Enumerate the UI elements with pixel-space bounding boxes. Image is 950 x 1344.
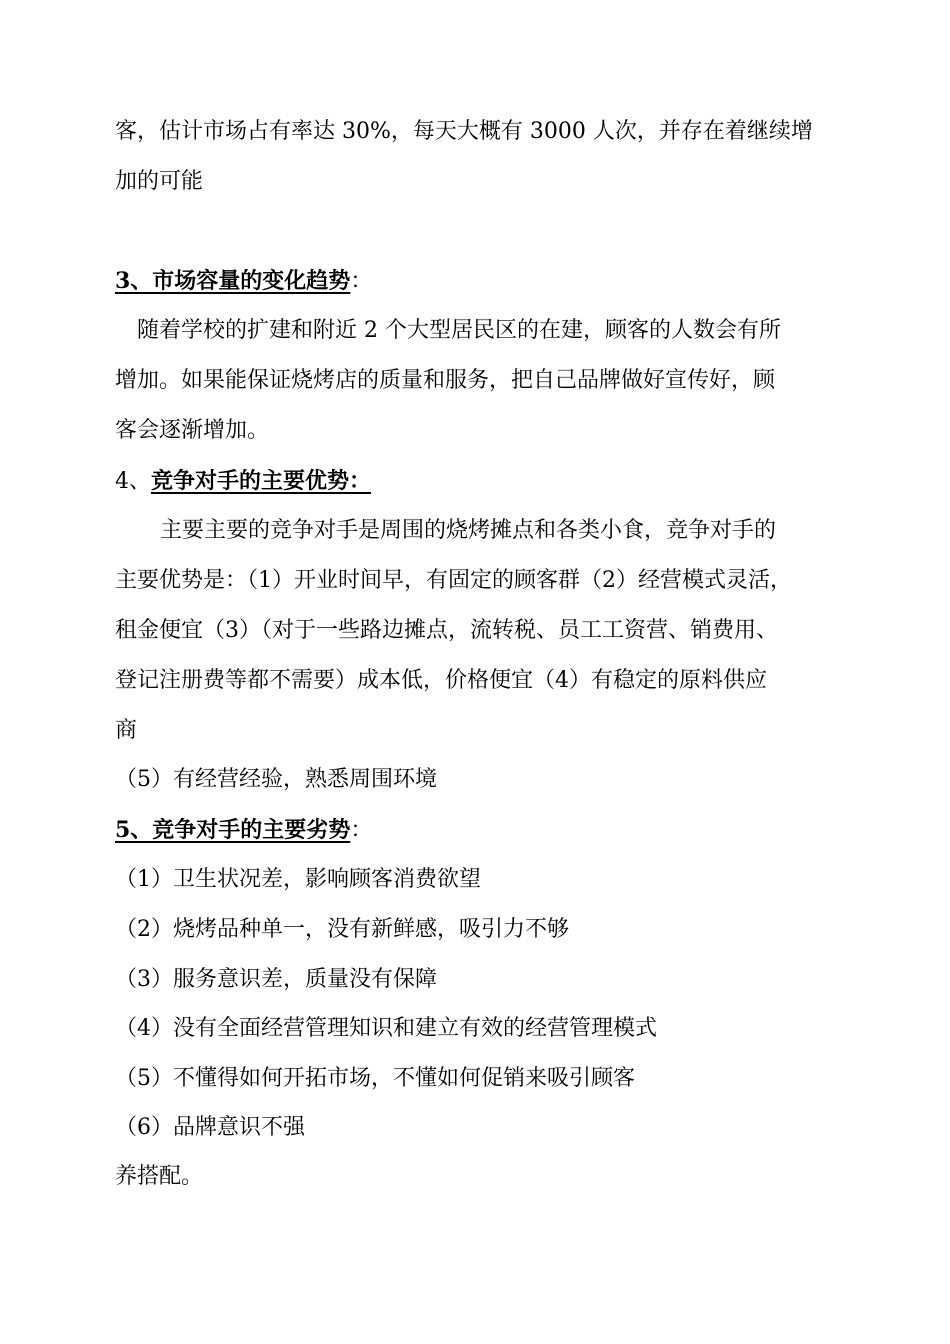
paragraph-line: 主要主要的竞争对手是周围的烧烤摊点和各类小食，竞争对手的: [160, 518, 777, 543]
list-item: （4）没有全面经营管理知识和建立有效的经营管理模式: [115, 1016, 657, 1041]
paragraph-line: 客，估计市场占有率达 30%，每天大概有 3000 人次，并存在着继续增: [115, 119, 813, 144]
list-item: （3）服务意识差，质量没有保障: [115, 967, 437, 992]
section-heading-text: 5、竞争对手的主要劣势: [115, 817, 351, 843]
section-number: 4、: [115, 469, 151, 494]
paragraph-line: 登记注册费等都不需要）成本低，价格便宜（4）有稳定的原料供应: [115, 668, 767, 693]
list-item: （2）烧烤品种单一，没有新鲜感，吸引力不够: [115, 917, 569, 942]
section-heading-text: 3、市场容量的变化趋势: [115, 268, 351, 294]
list-item: （1）卫生状况差，影响顾客消费欲望: [115, 867, 481, 892]
trailing-text: 养搭配。: [115, 1164, 204, 1189]
paragraph-line: 加的可能: [115, 169, 204, 194]
list-item: （6）品牌意识不强: [115, 1115, 305, 1140]
paragraph-line: 租金便宜（3）（对于一些路边摊点，流转税、员工工资营、销费用、: [115, 618, 778, 643]
section-heading-4: [115, 466, 371, 497]
heading-colon: ：: [350, 818, 373, 843]
section-heading-3: [115, 266, 372, 297]
paragraph-line: 增加。如果能保证烧烤店的质量和服务，把自己品牌做好宣传好，顾: [115, 368, 776, 393]
section-heading-5: [115, 815, 372, 846]
paragraph-line: （5）有经营经验，熟悉周围环境: [115, 767, 437, 792]
paragraph-line: 主要优势是：（1）开业时间早，有固定的顾客群（2）经营模式灵活，: [115, 568, 792, 593]
paragraph-line: 随着学校的扩建和附近 2 个大型居民区的在建，顾客的人数会有所: [137, 318, 781, 343]
paragraph-line: 客会逐渐增加。: [115, 418, 270, 443]
paragraph-line: 商: [115, 718, 138, 743]
section-heading-text: 竞争对手的主要优势：: [151, 468, 372, 494]
list-item: （5）不懂得如何开拓市场，不懂如何促销来吸引顾客: [115, 1066, 635, 1091]
heading-colon: ：: [350, 269, 373, 294]
